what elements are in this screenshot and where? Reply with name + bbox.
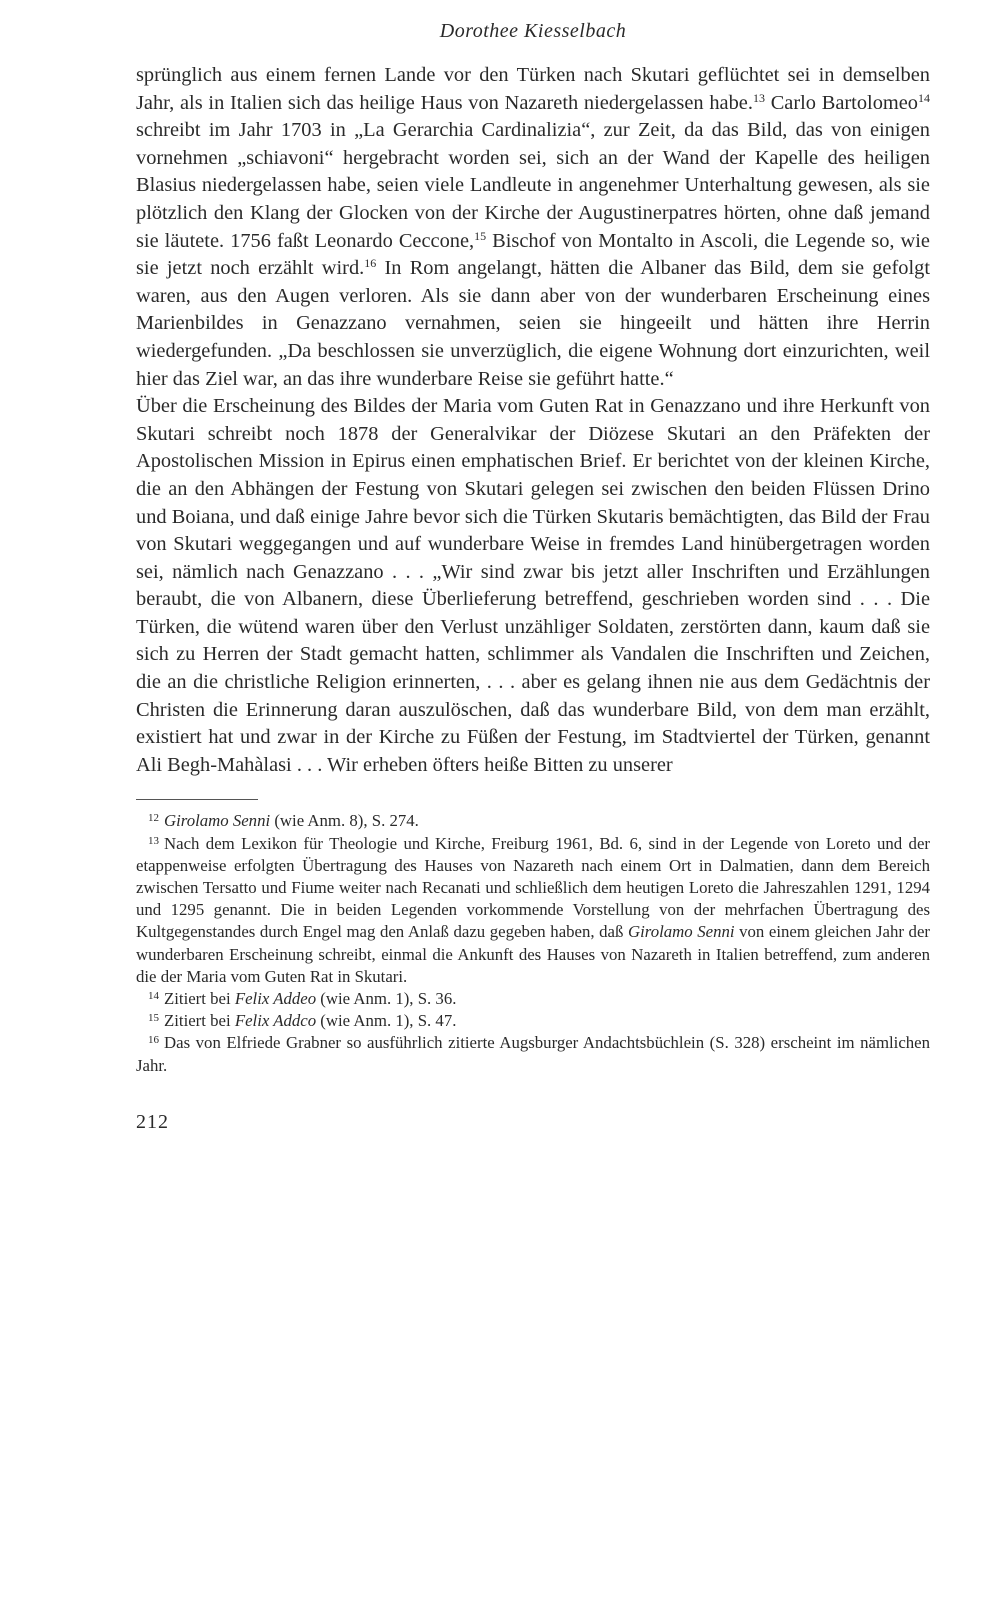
footnote-ref-15[interactable]: 15 bbox=[474, 228, 487, 243]
footnote-number: 12 bbox=[148, 812, 159, 825]
footnote-text: Zitiert bei bbox=[164, 989, 235, 1009]
footnote-text: Das von Elfriede Grabner so ausführlich zitierte Augsburger Andachtsbüchlein (S. 328) erscheint im nämlichen Jahr. bbox=[136, 1033, 930, 1075]
footnote-15 bbox=[136, 1010, 930, 1032]
author-name: Felix Addeo bbox=[234, 989, 317, 1009]
footnote-14 bbox=[136, 988, 930, 1010]
footnote-text: (wie Anm. 8), S. 274. bbox=[270, 811, 419, 831]
footnote-number: 15 bbox=[148, 1012, 159, 1025]
text-run: In Rom angelangt, hätten die Albaner das Bild, dem sie gefolgt waren, aus den Augen verloren. Als sie dann aber von der wunderbaren Erscheinung eines Marienbildes in Genazzano vernahmen, seien sie hingeeilt und hätten ihre Herrin wiedergefunden. „Da beschlossen sie unverzüglich, die eigene Wohnung dort einzurichten, weil hier das Ziel war, an das ihre wunderbare Reise sie geführt hatte.“ bbox=[136, 257, 930, 390]
footnote-number: 16 bbox=[148, 1034, 159, 1047]
footnote-ref-14[interactable]: 14 bbox=[918, 90, 931, 105]
footnote-12 bbox=[136, 810, 930, 832]
paragraph-2: Über die Erscheinung des Bildes der Maria vom Guten Rat in Genazzano und ihre Herkunft von Skutari schreibt noch 1878 der Generalvikar der Diözese Skutari an den Präfekten der Apostolischen Mission in Epirus einen emphatischen Brief. Er berichtet von der kleinen Kirche, die an den Abhängen der Festung von Skutari gelegen sei zwischen den beiden Flüssen Drino und Boiana, und daß einige Jahre bevor sich die Türken Skutaris bemächtigten, das Bild der Frau von Skutari weggegangen und auf wunderbare Weise in fremdes Land hinübergetragen worden sei, nämlich nach Genazzano . . . „Wir sind zwar bis jetzt aller Inschriften und Erzählungen beraubt, die von Albanern, diese Überlieferung betreffend, geschrieben worden sind . . . Die Türken, die wütend waren über den Verlust unzähliger Soldaten, zerstörten dann, kaum daß sie sich zu Herren der Stadt gemacht hatten, schlimmer als Vandalen die Inschriften und Zeichen, die an die christliche Religion erinnerten, . . . aber es gelang ihnen nie aus dem Gedächtnis der Christen die Erinnerung daran auszulöschen, daß das wunderbare Bild, von dem man erzählt, existiert hat und zwar in der Kirche zu Füßen der Festung, im Stadtviertel der Türken, genannt Ali Begh-Mahàlasi . . . Wir erheben öfters heiße Bitten zu unserer bbox=[136, 395, 930, 776]
footnotes bbox=[136, 810, 930, 1076]
main-text bbox=[136, 62, 930, 779]
footnote-text: Nach dem Lexikon für Theologie und Kirche, Freiburg 1961, Bd. 6, sind in der Legende von Loreto und der etappenweise erfolgten Übertragung des Hauses von Nazareth nach einem Ort in Dalmatien, dann dem Bereich zwischen Tersatto und Fiume weiter nach Recanati und schließlich dem heutigen Loreto die Jahreszahlen 1291, 1294 und 1295 genannt. Die in beiden Legenden vorkommende Vorstellung von der mehrfachen Übertragung des Kultgegenstandes durch Engel mag den Anlaß dazu gegeben haben, daß bbox=[136, 833, 930, 942]
footnote-number: 13 bbox=[148, 834, 159, 847]
author-name: Girolamo Senni bbox=[164, 811, 271, 831]
paragraph-1 bbox=[136, 62, 930, 393]
page-number: 212 bbox=[136, 1110, 169, 1133]
footnote-ref-16[interactable]: 16 bbox=[364, 256, 377, 271]
document-page bbox=[136, 16, 930, 1576]
footnote-text: von einem gleichen Jahr der wunderbaren Erscheinung schreibt, einmal die Ankunft des Hauses von Nazareth in Italien betreffend, zum anderen die der Maria vom Guten Rat in Skutari. bbox=[136, 922, 930, 986]
author-name: Girolamo Senni bbox=[628, 922, 735, 942]
author-name: Felix Addco bbox=[234, 1011, 317, 1031]
footnote-text: (wie Anm. 1), S. 36. bbox=[316, 989, 457, 1009]
footnote-16 bbox=[136, 1032, 930, 1076]
text-run: Carlo Bartolomeo bbox=[764, 91, 919, 114]
footnote-text: Zitiert bei bbox=[164, 1011, 235, 1031]
footnote-number: 14 bbox=[148, 990, 159, 1003]
footnote-divider bbox=[136, 799, 258, 800]
running-title: Dorothee Kiesselbach bbox=[439, 20, 627, 42]
footnote-text: (wie Anm. 1), S. 47. bbox=[316, 1011, 457, 1031]
footnote-13 bbox=[136, 833, 930, 988]
text-run: schreibt im Jahr 1703 in „La Gerarchia Cardinalizia“, zur Zeit, da das Bild, das von einigen vornehmen „schiavoni“ hergebracht worden sei, sich an der Wand der Kapelle des heiligen Blasius niedergelassen habe, seien viele Landleute in angenehmer Unterhaltung gewesen, als sie plötzlich den Klang der Glocken von der Kirche der Augustinerpatres hörten, ohne daß jemand sie läutete. 1756 faßt Leonardo Ceccone, bbox=[136, 119, 930, 252]
text-run: Bischof von Montalto in Ascoli, die Legende so, wie sie jetzt noch erzählt wird. bbox=[136, 229, 930, 280]
text-run: sprünglich aus einem fernen Lande vor den Türken nach Skutari geflüchtet sei in demselben Jahr, als in Italien sich das heilige Haus von Nazareth niedergelassen habe. bbox=[136, 64, 930, 114]
footnote-ref-13[interactable]: 13 bbox=[752, 90, 765, 105]
